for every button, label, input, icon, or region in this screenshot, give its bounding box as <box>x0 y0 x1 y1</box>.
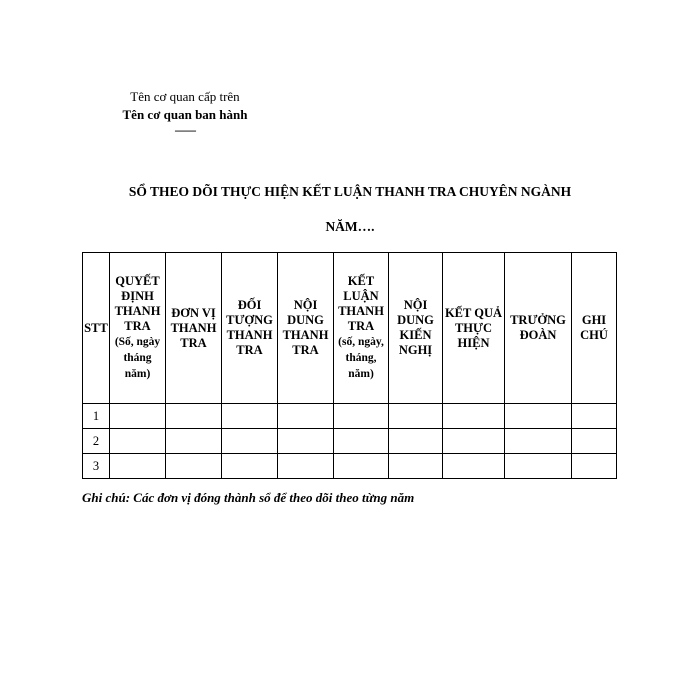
table-cell <box>505 429 572 454</box>
table-cell <box>443 404 505 429</box>
table-cell <box>572 429 617 454</box>
column-header-label: NỘI DUNG KIẾN NGHỊ <box>397 298 434 357</box>
footnote: Ghi chú: Các đơn vị đóng thành sổ để theo dõi theo từng năm <box>82 490 415 505</box>
document-year: NĂM…. <box>325 219 375 234</box>
table-cell <box>389 429 443 454</box>
table-row <box>83 454 617 479</box>
column-header-label: KẾT LUẬN THANH TRA <box>338 274 384 333</box>
table-cell <box>389 454 443 479</box>
column-header-inspection-decision <box>110 253 166 404</box>
column-header-stt <box>83 253 110 404</box>
document-title: SỔ THEO DÕI THỰC HIỆN KẾT LUẬN THANH TRA CHUYÊN NGÀNH <box>128 184 572 199</box>
table-header-row <box>83 253 617 404</box>
column-header-inspection-content <box>278 253 334 404</box>
row-number-cell: 2 <box>83 429 110 454</box>
column-header-label: ĐƠN VỊ THANH TRA <box>170 305 217 350</box>
table-cell <box>334 404 389 429</box>
column-header-inspection-conclusion <box>334 253 389 404</box>
column-header-inspecting-unit <box>166 253 222 404</box>
column-header-inspected-subject <box>222 253 278 404</box>
table-cell <box>166 429 222 454</box>
table-cell <box>443 429 505 454</box>
row-number-cell: 3 <box>83 454 110 479</box>
table-row <box>83 429 617 454</box>
table-cell <box>505 454 572 479</box>
column-header-recommendations <box>389 253 443 404</box>
table-cell <box>572 404 617 429</box>
table-cell <box>334 429 389 454</box>
table-cell <box>572 454 617 479</box>
column-header-label: TRƯỞNG ĐOÀN <box>510 313 566 342</box>
table-cell <box>334 454 389 479</box>
table-cell <box>110 429 166 454</box>
issuing-org-name: Tên cơ quan ban hành <box>122 107 248 122</box>
row-number-cell: 1 <box>83 404 110 429</box>
table-cell <box>222 404 278 429</box>
table-cell <box>278 429 334 454</box>
table-cell <box>278 454 334 479</box>
table-cell <box>110 404 166 429</box>
table-cell <box>110 454 166 479</box>
table-cell <box>443 454 505 479</box>
column-header-notes <box>572 253 617 404</box>
column-header-label: NỘI DUNG THANH TRA <box>282 298 329 357</box>
table-cell <box>166 404 222 429</box>
table-cell <box>278 404 334 429</box>
table-cell <box>505 404 572 429</box>
column-header-label: ĐỐI TƯỢNG THANH TRA <box>226 298 273 357</box>
table-cell <box>389 404 443 429</box>
table-cell <box>222 454 278 479</box>
inspection-ledger-table <box>82 252 617 479</box>
column-header-note: (Số, ngày tháng năm) <box>114 336 161 380</box>
header-separator: ------- <box>174 123 196 137</box>
issuer-header <box>100 88 270 136</box>
column-header-label: KẾT QUẢ THỰC HIỆN <box>444 305 503 350</box>
table-cell <box>222 429 278 454</box>
superior-org-name: Tên cơ quan cấp trên <box>130 89 240 104</box>
column-header-implementation-result <box>443 253 505 404</box>
column-header-label: GHI CHÚ <box>580 313 608 342</box>
column-header-label: STT <box>84 320 108 335</box>
column-header-note: (số, ngày, tháng, năm) <box>338 336 384 380</box>
table-row <box>83 404 617 429</box>
table-cell <box>166 454 222 479</box>
column-header-team-leader <box>505 253 572 404</box>
column-header-label: QUYẾT ĐỊNH THANH TRA <box>114 274 161 333</box>
